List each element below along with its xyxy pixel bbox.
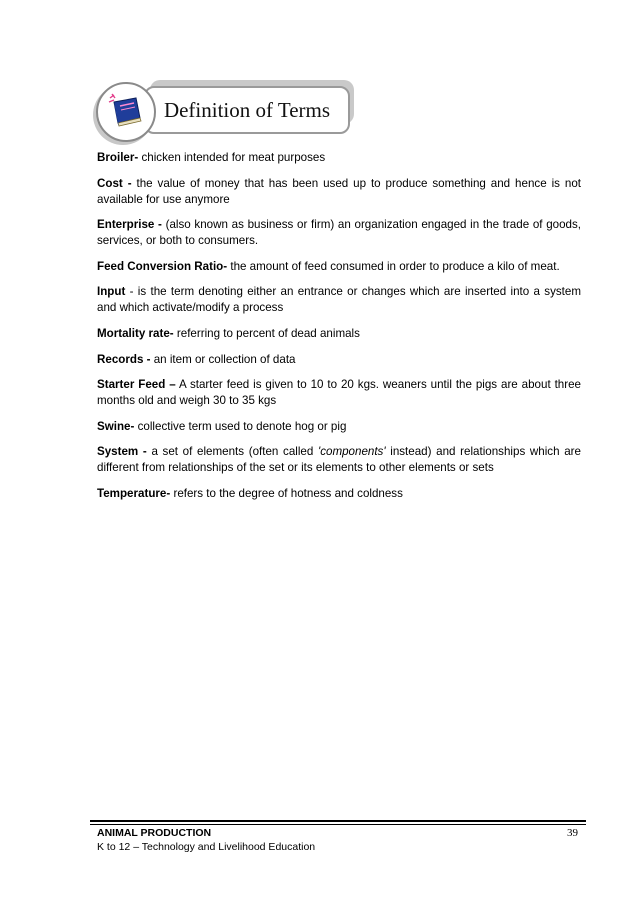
definition-text: referring to percent of dead animals (173, 326, 360, 340)
footer-title: ANIMAL PRODUCTION (97, 827, 212, 839)
term: Starter Feed – (97, 378, 176, 392)
definition-text: the amount of feed consumed in order to produce a kilo of meat. (227, 259, 560, 273)
term: Swine- (97, 419, 135, 433)
definition-text: a set of elements (often called (151, 445, 318, 459)
section-header (92, 76, 362, 144)
definition-italic-text: 'components' (317, 445, 386, 459)
definition-text: collective term used to denote hog or pig (134, 419, 347, 433)
footer-divider (90, 820, 586, 822)
footer-subtitle: K to 12 – Technology and Livelihood Education (97, 841, 316, 853)
definition-text: an item or collection of data (153, 352, 296, 366)
definition-cost (97, 176, 581, 208)
definition-text: - is the term denoting either an entrance or changes which are inserted into a system and which activate/modify a process (97, 285, 581, 315)
definition-text: A starter feed is given to 10 to 20 kgs. weaners until the pigs are about three months old and weigh 30 to 35 kgs (97, 378, 581, 408)
definition-mortality-rate (97, 326, 581, 342)
definition-text: refers to the degree of hotness and coldness (170, 486, 403, 500)
definition-swine (97, 419, 581, 435)
definition-temperature (97, 486, 581, 502)
footer-divider-thin (90, 824, 586, 825)
definitions-list (97, 150, 581, 512)
book-icon (96, 82, 156, 142)
definition-broiler (97, 150, 581, 166)
definition-text: (also known as business or firm) an organization engaged in the trade of goods, services, or both to consumers. (97, 218, 582, 248)
term: Cost - (97, 176, 137, 190)
definition-starter-feed (97, 377, 581, 409)
page-number: 39 (567, 827, 578, 839)
definition-enterprise (97, 217, 581, 249)
term: Input (97, 285, 126, 299)
page-title: Definition of Terms (163, 97, 331, 122)
term: Feed Conversion Ratio- (97, 259, 228, 273)
term: Broiler- (97, 151, 139, 164)
term: Mortality rate- (97, 326, 174, 340)
definition-records (97, 352, 581, 368)
title-box (144, 86, 350, 134)
definition-text: the value of money that has been used up to produce something and hence is not available for use anymore (97, 176, 581, 206)
footer (97, 826, 315, 854)
term: Temperature- (97, 486, 171, 500)
term: System - (97, 445, 152, 459)
definition-text: chicken intended for meat purposes (138, 151, 326, 164)
definition-text: instead) and relationships which are different from relationships of the set or its elements to other elements or sets (97, 445, 581, 475)
definition-system (97, 444, 581, 476)
term: Records - (97, 352, 154, 366)
term: Enterprise - (97, 218, 166, 232)
definition-input (97, 284, 581, 316)
definition-feed-conversion-ratio (97, 259, 581, 275)
